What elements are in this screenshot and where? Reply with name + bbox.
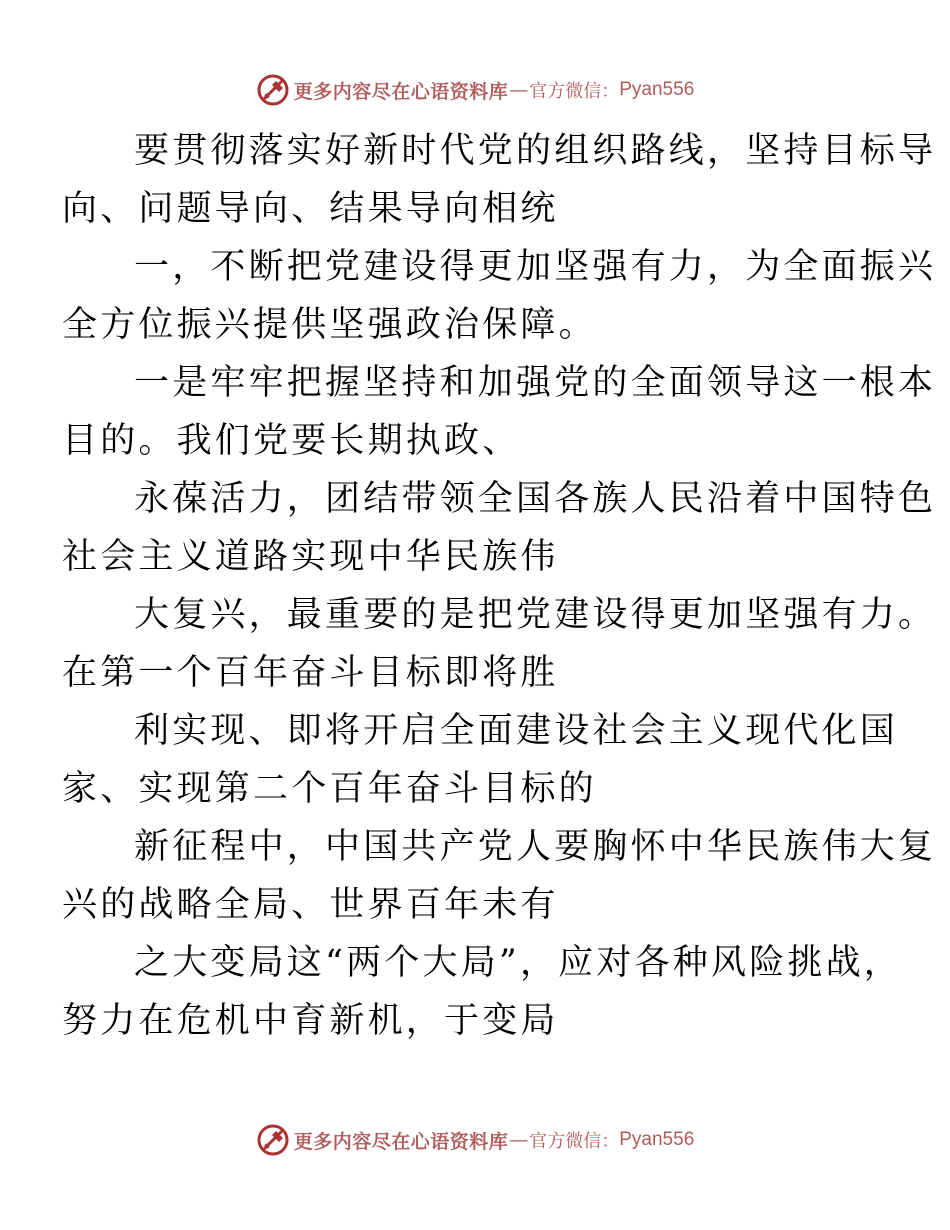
paragraph-line: 家、实现第二个百年奋斗目标的 [62,769,597,809]
header-brand-text: 更多内容尽在心语资料库 [293,80,509,103]
paragraph [62,238,937,354]
footer-wechat-id: Pyan556 [619,1129,695,1150]
paragraph-line: 向、问题导向、结果导向相统 [62,189,559,229]
paragraph [62,934,902,1050]
paragraph-line: 利实现、即将开启全面建设社会主义现代化国 [134,711,899,751]
paragraph [62,354,937,470]
paragraph-line: 一，不断把党建设得更加坚强有力，为全面振兴 [134,247,937,287]
paragraph-line: 一是牢牢把握坚持和加强党的全面领导这一根本 [134,363,937,403]
footer-brand-text: 更多内容尽在心语资料库 [293,1130,509,1153]
footer-wechat-label: 官方微信： [529,1131,620,1152]
paragraph-line: 努力在危机中育新机，于变局 [62,1001,559,1041]
paragraph [62,122,937,238]
footer-separator: — [509,1129,529,1151]
header-wechat-id: Pyan556 [619,79,695,100]
header-wechat-label: 官方微信： [529,81,620,102]
brand-logo-icon [256,1123,290,1157]
paragraph-line: 兴的战略全局、世界百年未有 [62,885,559,925]
paragraph-line: 全方位振兴提供坚强政治保障。 [62,305,597,345]
paragraph-line: 社会主义道路实现中华民族伟 [62,537,559,577]
paragraph [62,818,937,934]
footer-banner [0,1120,950,1160]
paragraph [62,470,937,586]
header-banner [0,70,950,110]
document-body [62,122,937,1050]
paragraph [62,702,899,818]
paragraph-line: 新征程中，中国共产党人要胸怀中华民族伟大复 [134,827,937,867]
paragraph-line: 永葆活力，团结带领全国各族人民沿着中国特色 [134,479,937,519]
header-separator: — [509,79,529,101]
paragraph [62,586,937,702]
paragraph-line: 在第一个百年奋斗目标即将胜 [62,653,559,693]
paragraph-line: 大复兴，最重要的是把党建设得更加坚强有力。 [134,595,937,635]
paragraph-line: 之大变局这“两个大局”，应对各种风险挑战， [134,943,902,983]
paragraph-line: 要贯彻落实好新时代党的组织路线，坚持目标导 [134,131,937,171]
paragraph-line: 目的。我们党要长期执政、 [62,421,521,461]
brand-logo-icon [256,73,290,107]
